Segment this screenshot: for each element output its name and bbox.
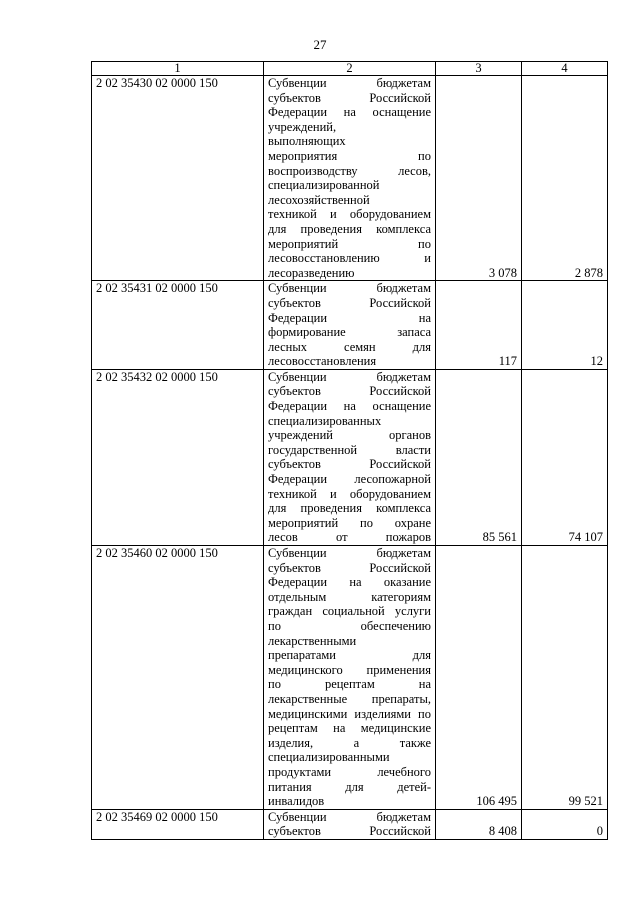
description-line: субъектов Российской: [268, 560, 431, 575]
description-line: субъектов Российской: [268, 90, 431, 105]
description-line: субъектов Российской: [268, 824, 431, 839]
description-line: лекарственные препараты,: [268, 691, 431, 706]
description-line: Субвенции бюджетам: [268, 76, 431, 90]
table-row: [92, 546, 608, 810]
page-number: 27: [313, 37, 327, 52]
amount-col3-cell: 106 495: [436, 546, 522, 810]
amount-col4-cell: 2 878: [522, 76, 608, 281]
description-line: субъектов Российской: [268, 457, 431, 472]
description-line: для проведения комплекса: [268, 221, 431, 236]
amount-col4-cell: 12: [522, 281, 608, 370]
table-row: [92, 281, 608, 370]
header-cell: 3: [436, 62, 522, 76]
description-line: воспроизводству лесов,: [268, 163, 431, 178]
description-cell: [264, 281, 436, 370]
description-line: Субвенции бюджетам: [268, 281, 431, 296]
description-line: субъектов Российской: [268, 295, 431, 310]
table-header-row: [92, 62, 608, 76]
description-line: формирование запаса: [268, 325, 431, 340]
description-line: граждан социальной услуги: [268, 604, 431, 619]
description-line: субъектов Российской: [268, 384, 431, 399]
description-line: лесоразведению: [268, 265, 355, 280]
description-line: Субвенции бюджетам: [268, 369, 431, 384]
budget-table: [91, 61, 608, 840]
description-line: лесовосстановлению и: [268, 251, 431, 266]
description-cell: [264, 369, 436, 545]
description-line: техникой и оборудованием: [268, 486, 431, 501]
description-line: инвалидов: [268, 794, 325, 809]
amount-col4-cell: 99 521: [522, 546, 608, 810]
description-line: Федерации на: [268, 310, 431, 325]
description-line: препаратами для: [268, 648, 431, 663]
description-cell: [264, 809, 436, 839]
description-line: медицинскими изделиями по: [268, 706, 431, 721]
description-line: специализированных: [268, 413, 382, 428]
description-line: для проведения комплекса: [268, 501, 431, 516]
description-line: мероприятия по: [268, 148, 431, 163]
description-line: учреждений,: [268, 119, 337, 134]
amount-col4-cell: 74 107: [522, 369, 608, 545]
description-line: выполняющих: [268, 134, 346, 149]
budget-code-cell: 2 02 35430 02 0000 150: [92, 76, 264, 281]
table-row: [92, 809, 608, 839]
amount-col4-cell: 0: [522, 809, 608, 839]
description-line: питания для детей-: [268, 779, 431, 794]
description-line: рецептам на медицинские: [268, 721, 431, 736]
description-line: Федерации на оснащение: [268, 105, 431, 120]
header-cell: 2: [264, 62, 436, 76]
description-line: учреждений органов: [268, 428, 431, 443]
amount-col3-cell: 85 561: [436, 369, 522, 545]
description-line: техникой и оборудованием: [268, 207, 431, 222]
description-line: специализированной: [268, 178, 380, 193]
table-row: [92, 76, 608, 281]
description-line: мероприятий по: [268, 236, 431, 251]
description-line: лекарственными: [268, 633, 357, 648]
budget-code-cell: 2 02 35460 02 0000 150: [92, 546, 264, 810]
table-row: [92, 369, 608, 545]
description-line: мероприятий по охране: [268, 515, 431, 530]
header-cell: 4: [522, 62, 608, 76]
description-line: государственной власти: [268, 442, 431, 457]
budget-code-cell: 2 02 35432 02 0000 150: [92, 369, 264, 545]
description-line: Федерации на оказание: [268, 575, 431, 590]
description-line: лесохозяйственной: [268, 192, 370, 207]
description-line: специализированными: [268, 750, 390, 765]
description-line: лесов от пожаров: [268, 530, 431, 545]
budget-code-cell: 2 02 35431 02 0000 150: [92, 281, 264, 370]
header-cell: 1: [92, 62, 264, 76]
description-cell: [264, 546, 436, 810]
description-line: продуктами лечебного: [268, 764, 431, 779]
budget-code-cell: 2 02 35469 02 0000 150: [92, 809, 264, 839]
description-cell: [264, 76, 436, 281]
amount-col3-cell: 3 078: [436, 76, 522, 281]
description-line: отдельным категориям: [268, 589, 431, 604]
description-line: изделия, а также: [268, 735, 431, 750]
description-line: Субвенции бюджетам: [268, 809, 431, 824]
description-line: по обеспечению: [268, 618, 431, 633]
description-line: Субвенции бюджетам: [268, 546, 431, 560]
description-line: Федерации на оснащение: [268, 399, 431, 414]
description-line: лесовосстановления: [268, 354, 377, 369]
amount-col3-cell: 117: [436, 281, 522, 370]
description-line: по рецептам на: [268, 677, 431, 692]
description-line: медицинского применения: [268, 662, 431, 677]
description-line: Федерации лесопожарной: [268, 472, 431, 487]
description-line: лесных семян для: [268, 339, 431, 354]
amount-col3-cell: 8 408: [436, 809, 522, 839]
